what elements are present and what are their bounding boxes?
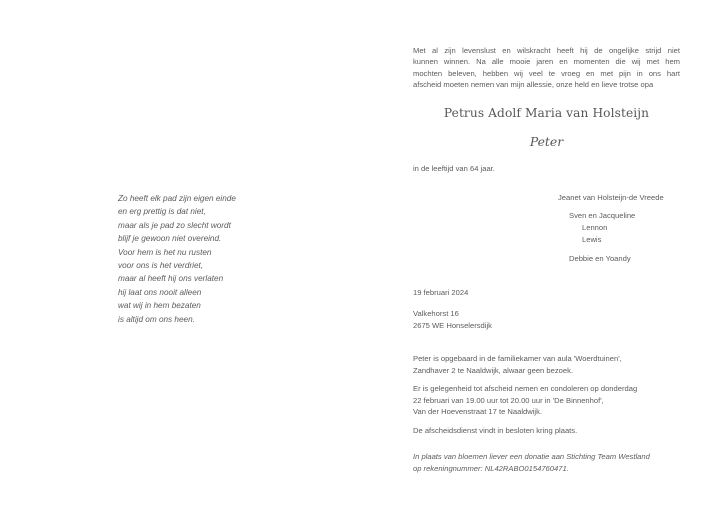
family-child-1: Sven en Jacqueline	[569, 211, 636, 220]
intro-line: Met al zijn levenslust en wilskracht heeft hij de ongelijke strijd niet	[413, 46, 680, 55]
family-spouse: Jeanet van Holsteijn-de Vreede	[558, 193, 664, 202]
notice-line: Zandhaver 2 te Naaldwijk, alwaar geen bezoek.	[413, 365, 573, 375]
notice-line: op rekeningnummer: NL42RABO0154760471.	[413, 463, 569, 473]
poem-line: blijf je gewoon niet overeind.	[118, 234, 222, 244]
poem-line: Voor hem is het nu rusten	[118, 247, 212, 257]
intro-line: mochten beleven, hebben wij veel te vroeg en met pijn in ons hart	[413, 68, 680, 78]
notice-line: In plaats van bloemen liever een donatie aan Stichting Team Westland	[413, 452, 650, 461]
poem-line: Zo heeft elk pad zijn eigen einde	[118, 194, 236, 203]
intro-paragraph	[413, 45, 680, 91]
notice-donation	[413, 451, 680, 474]
intro-line: kunnen winnen. Na alle mooie jaren en momenten die wij met hem	[413, 57, 680, 67]
family-grandchild-2: Lewis	[582, 235, 602, 244]
address-street: Valkehorst 16	[413, 309, 459, 318]
deceased-full-name: Petrus Adolf Maria van Holsteijn	[443, 106, 650, 120]
notice-line: 22 februari van 19.00 uur tot 20.00 uur in 'De Binnenhof',	[413, 395, 604, 405]
address	[413, 308, 680, 331]
poem	[118, 192, 358, 326]
notice-laid-out	[413, 353, 680, 376]
intro-line: afscheid moeten nemen van mijn allessie, onze held en lieve trotse opa	[413, 80, 654, 90]
family-child-2: Debbie en Yoandy	[569, 254, 631, 263]
notice-line: Van der Hoevenstraat 17 te Naaldwijk.	[413, 407, 543, 417]
family-grandchild-1: Lennon	[582, 223, 608, 232]
notice-service	[413, 425, 680, 437]
poem-line: wat wij in hem bezaten	[118, 301, 201, 311]
age-text: in de leeftijd van 64 jaar.	[413, 164, 495, 173]
address-city: 2675 WE Honselersdijk	[413, 320, 492, 330]
poem-line: hij laat ons nooit alleen	[118, 287, 202, 297]
poem-line: maar als je pad zo slecht wordt	[118, 220, 231, 230]
poem-line: is altijd om ons heen.	[118, 314, 195, 324]
poem-line: voor ons is het verdriet,	[118, 261, 204, 271]
poem-line: maar al heeft hij ons verlaten	[118, 274, 224, 284]
notice-line: De afscheidsdienst vindt in besloten kring plaats.	[413, 426, 578, 435]
date: 19 februari 2024	[413, 288, 469, 297]
notice-line: Er is gelegenheid tot afscheid nemen en condoleren op donderdag	[413, 384, 638, 393]
deceased-nickname: Peter	[529, 134, 564, 149]
poem-line: en erg prettig is dat niet,	[118, 207, 206, 217]
notice-condolence	[413, 383, 680, 418]
notice-line: Peter is opgebaard in de familiekamer van aula 'Woerdtuinen',	[413, 354, 622, 363]
